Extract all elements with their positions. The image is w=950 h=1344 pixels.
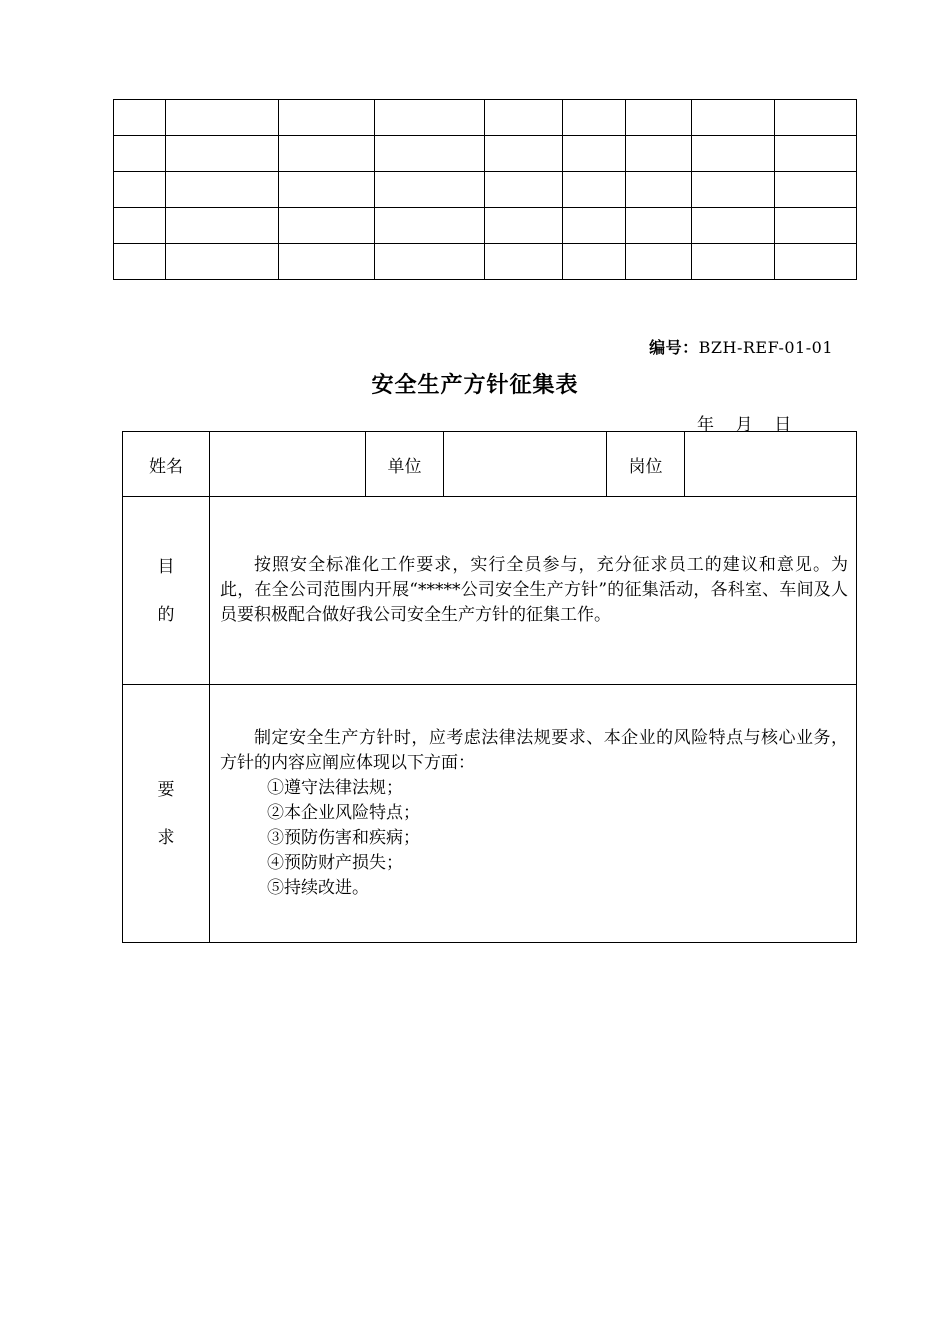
requirements-content	[210, 685, 857, 943]
document-code-value: BZH-REF-01-01	[698, 338, 833, 357]
list-item: ⑤持续改进。	[267, 878, 369, 898]
name-field[interactable]	[210, 432, 366, 497]
requirements-row	[123, 685, 857, 943]
requirements-label	[123, 685, 210, 943]
purpose-text: 按照安全标准化工作要求，实行全员参与，充分征求员工的建议和意见。为此，在全公司范围内开展“*****公司安全生产方针”的征集活动，各科室、车间及人员要积极配合做好我公司安全生产方针的征集工作。	[220, 555, 848, 625]
table-row	[114, 208, 857, 244]
date-month: 月	[735, 415, 753, 435]
unit-field[interactable]	[444, 432, 607, 497]
table-row	[114, 244, 857, 280]
previous-page-table	[113, 99, 857, 280]
requirements-label-char-2: 求	[157, 827, 175, 848]
list-item: ①遵守法律法规；	[267, 778, 403, 798]
requirements-intro: 制定安全生产方针时，应考虑法律法规要求、本企业的风险特点与核心业务，方针的内容应阐应体现以下方面：	[220, 728, 848, 773]
header-row	[123, 432, 857, 497]
purpose-label-char-2: 的	[157, 604, 175, 625]
collection-form	[122, 431, 857, 943]
page-title: 安全生产方针征集表	[371, 372, 579, 398]
date-year: 年	[697, 415, 714, 435]
post-label: 岗位	[607, 432, 685, 497]
requirements-label-char-1: 要	[157, 779, 175, 800]
unit-label: 单位	[366, 432, 444, 497]
list-item: ④预防财产损失；	[267, 853, 403, 873]
purpose-row	[123, 497, 857, 685]
list-item: ②本企业风险特点；	[267, 803, 420, 823]
document-code-label: 编号：	[649, 338, 699, 357]
name-label: 姓名	[123, 432, 210, 497]
document-code	[649, 335, 833, 358]
purpose-content	[210, 497, 857, 685]
purpose-label-char-1: 目	[157, 556, 175, 577]
date-day: 日	[774, 415, 792, 435]
list-item: ③预防伤害和疾病；	[267, 828, 420, 848]
table-row	[114, 172, 857, 208]
post-field[interactable]	[685, 432, 857, 497]
table-row	[114, 100, 857, 136]
table-row	[114, 136, 857, 172]
purpose-label	[123, 497, 210, 685]
